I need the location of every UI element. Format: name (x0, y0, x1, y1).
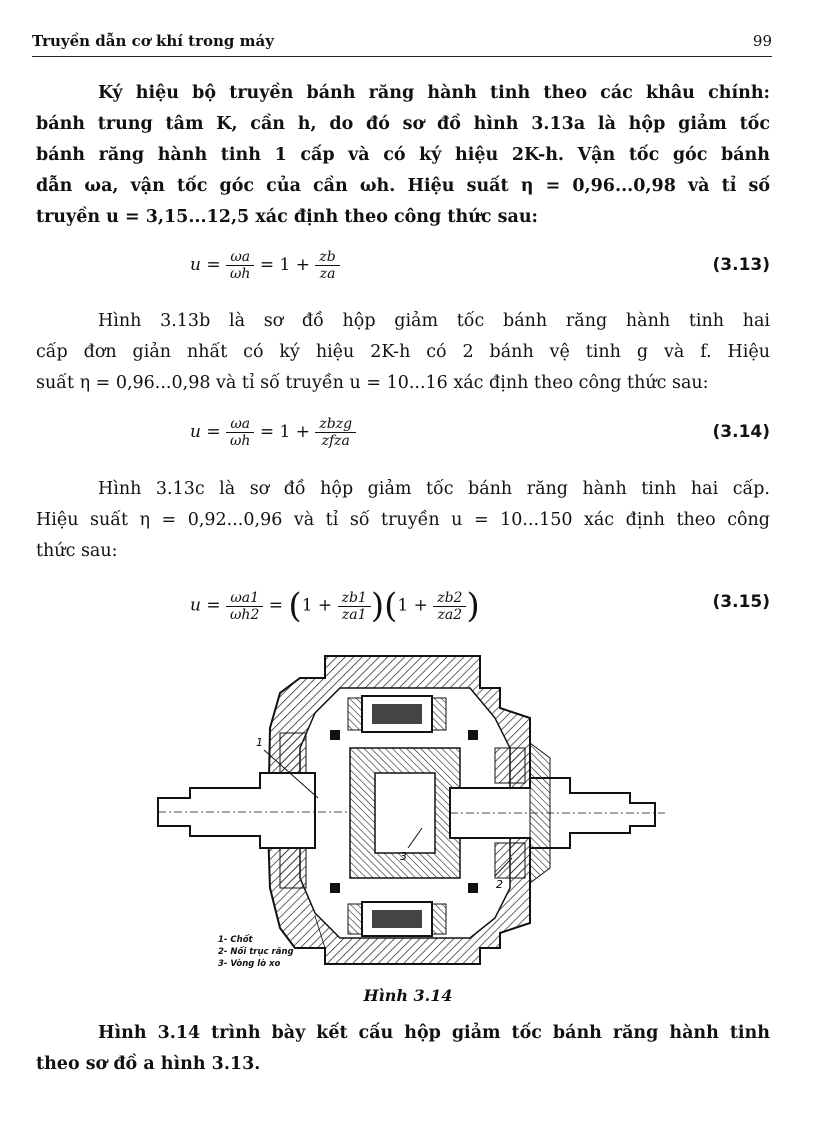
para3-line: Hình 3.13c là sơ đồ hộp giảm tốc bánh răng hành tinh hai cấp. (98, 479, 770, 499)
equation-3-13 (190, 243, 770, 289)
callout-1: 1 (256, 736, 263, 749)
equation-number: (3.15) (712, 592, 770, 612)
callout-2: 2 (496, 878, 503, 891)
eq-lhs: u = (190, 595, 221, 616)
legend-item: 1- Chốt (218, 935, 253, 945)
callout-3: 3 (400, 850, 407, 863)
paren-close: ) (370, 586, 385, 626)
para2-line: Hình 3.13b là sơ đồ hộp giảm tốc bánh răng hành tinh hai (98, 311, 770, 331)
equation-3-14 (190, 410, 770, 456)
para4-line: Hình 3.14 trình bày kết cấu hộp giảm tốc bánh răng hành tinh (98, 1023, 770, 1043)
input-shaft (158, 773, 315, 848)
paragraph-4 (36, 1018, 770, 1080)
para1-line: dẫn ωa, vận tốc góc của cần ωh. Hiệu suất η = 0,96...0,98 và tỉ số (36, 176, 770, 196)
paragraph-3 (36, 474, 770, 567)
para2-line: cấp đơn giản nhất có ký hiệu 2K-h có 2 bánh vệ tinh g và f. Hiệu (36, 342, 770, 362)
paren-open: ( (384, 586, 398, 626)
para2-line: suất η = 0,96...0,98 và tỉ số truyền u = 10...16 xác định theo công thức sau: (36, 373, 709, 393)
figure-caption: Hình 3.14 (363, 986, 453, 1005)
fraction: $\frac{\omega a1}{\omega h2}$ (226, 590, 263, 623)
para1-line: bánh trung tâm K, cần h, do đó sơ đồ hình 3.13a là hộp giảm tốc (36, 114, 770, 134)
eq-lhs: u = (190, 422, 221, 442)
paragraph-1 (36, 78, 770, 233)
gearbox-drawing (150, 648, 670, 978)
para3-line: thức sau: (36, 541, 118, 561)
eq-mid: = 1 + (259, 255, 310, 275)
fraction: $\frac{zb2}{za2}$ (433, 590, 466, 623)
running-header (32, 30, 772, 57)
figure-legend (218, 934, 294, 970)
gearbox-cross-section (150, 648, 670, 978)
eq-one: 1 + (397, 595, 428, 616)
paragraph-2 (36, 306, 770, 399)
page-number: 99 (752, 32, 772, 50)
equation-number: (3.14) (712, 422, 770, 442)
legend-item: 2- Nối trục răng (218, 947, 294, 957)
header-title: Truyền dẫn cơ khí trong máy (32, 32, 274, 50)
fraction: $\frac{\omega a}{\omega h}$ (226, 249, 254, 282)
para1-line: Ký hiệu bộ truyền bánh răng hành tinh theo các khâu chính: (98, 83, 770, 103)
para3-line: Hiệu suất η = 0,92...0,96 và tỉ số truyền u = 10...150 xác định theo công (36, 510, 770, 530)
equation-number: (3.13) (712, 255, 770, 275)
fraction: $\frac{\text{zbzg}}{\text{zfza}}$ (315, 416, 356, 449)
eq-one: 1 + (301, 595, 333, 616)
para1-line: truyền u = 3,15...12,5 xác định theo công thức sau: (36, 207, 539, 227)
eq-mid: = (268, 595, 284, 616)
para1-line: bánh răng hành tinh 1 cấp và có ký hiệu 2K-h. Vận tốc góc bánh (36, 145, 770, 165)
eq-lhs: u = (190, 255, 221, 275)
legend-item: 3- Vòng lò xo (218, 959, 281, 969)
fraction: $\frac{zb1}{za1}$ (338, 590, 371, 623)
equation-3-15 (190, 580, 770, 626)
fraction: $\frac{\omega a}{\omega h}$ (226, 416, 254, 449)
paren-close: ) (466, 586, 480, 626)
eq-mid: = 1 + (259, 422, 310, 442)
fraction: $\frac{zb}{za}$ (315, 249, 339, 282)
para4-line: theo sơ đồ a hình 3.13. (36, 1054, 261, 1074)
paren-open: ( (288, 586, 302, 626)
